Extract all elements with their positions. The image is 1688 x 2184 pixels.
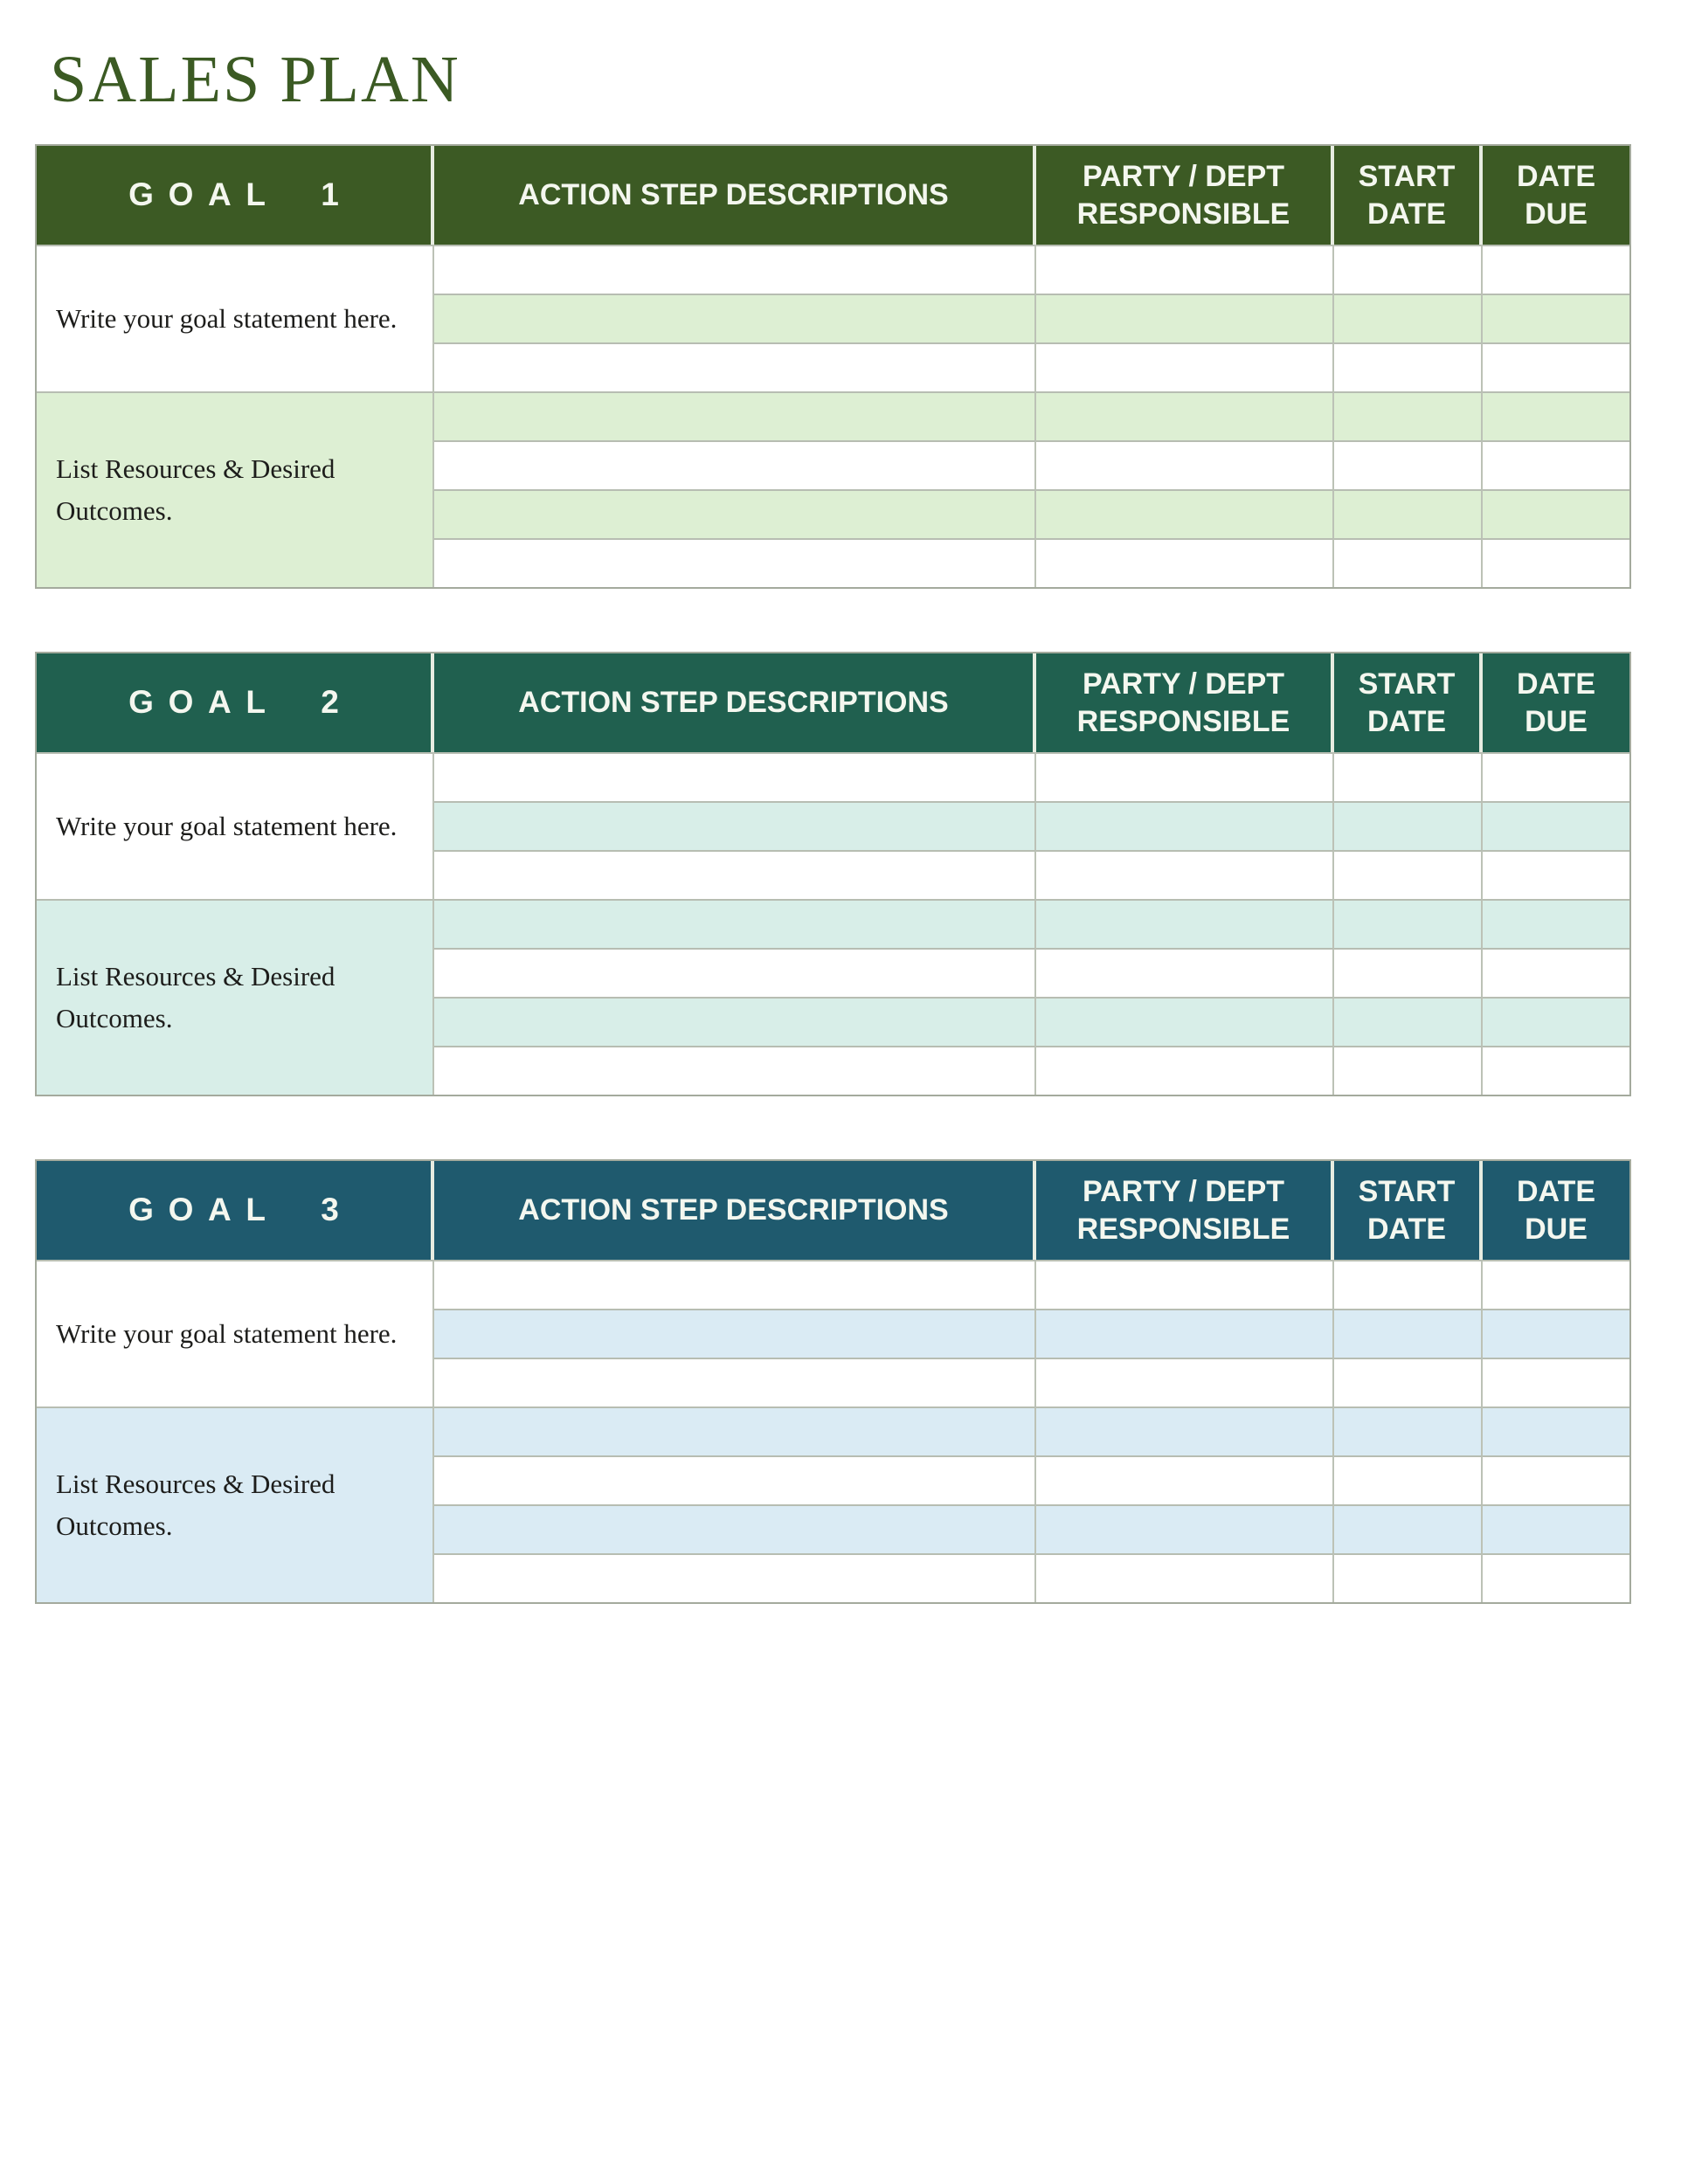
party-dept-cell[interactable] bbox=[1036, 1260, 1334, 1309]
date-due-cell[interactable] bbox=[1483, 391, 1629, 440]
goal-section bbox=[35, 144, 1631, 589]
party-dept-cell[interactable] bbox=[1036, 1553, 1334, 1602]
column-header-start-date bbox=[1334, 146, 1483, 245]
column-header-action-steps bbox=[434, 1161, 1036, 1260]
start-date-cell[interactable] bbox=[1334, 1553, 1483, 1602]
column-header-party-dept bbox=[1036, 1161, 1334, 1260]
party-dept-cell[interactable] bbox=[1036, 391, 1334, 440]
party-dept-cell[interactable] bbox=[1036, 801, 1334, 850]
party-dept-cell[interactable] bbox=[1036, 342, 1334, 391]
party-dept-cell[interactable] bbox=[1036, 1309, 1334, 1358]
goal-section bbox=[35, 1159, 1631, 1604]
party-dept-cell[interactable] bbox=[1036, 850, 1334, 899]
column-header-action-steps-label: ACTION STEP DESCRIPTIONS bbox=[518, 178, 949, 212]
start-date-cell[interactable] bbox=[1334, 997, 1483, 1046]
goal-label: GOAL 3 bbox=[128, 1192, 354, 1228]
action-step-cell[interactable] bbox=[434, 391, 1036, 440]
resources-outcomes-cell[interactable] bbox=[37, 391, 434, 587]
date-due-cell[interactable] bbox=[1483, 1358, 1629, 1406]
goal-statement-cell[interactable] bbox=[37, 1260, 434, 1406]
action-step-cell[interactable] bbox=[434, 1046, 1036, 1095]
start-date-cell[interactable] bbox=[1334, 1046, 1483, 1095]
start-date-line2: DATE bbox=[1366, 704, 1447, 738]
date-due-cell[interactable] bbox=[1483, 1046, 1629, 1095]
date-due-cell[interactable] bbox=[1483, 538, 1629, 587]
goal-section bbox=[35, 652, 1631, 1096]
start-date-cell[interactable] bbox=[1334, 294, 1483, 342]
goal-header-cell bbox=[37, 1161, 434, 1260]
date-due-cell[interactable] bbox=[1483, 245, 1629, 294]
start-date-cell[interactable] bbox=[1334, 1504, 1483, 1553]
date-due-line2: DUE bbox=[1525, 1212, 1588, 1246]
date-due-cell[interactable] bbox=[1483, 997, 1629, 1046]
action-step-cell[interactable] bbox=[434, 1358, 1036, 1406]
action-step-cell[interactable] bbox=[434, 440, 1036, 489]
resources-outcomes-text: List Resources & Desired Outcomes. bbox=[56, 453, 336, 526]
party-dept-cell[interactable] bbox=[1036, 1358, 1334, 1406]
party-dept-line2: RESPONSIBLE bbox=[1076, 1212, 1290, 1246]
action-step-cell[interactable] bbox=[434, 1455, 1036, 1504]
column-header-start-date bbox=[1334, 1161, 1483, 1260]
start-date-cell[interactable] bbox=[1334, 1455, 1483, 1504]
column-header-party-dept bbox=[1036, 653, 1334, 752]
date-due-cell[interactable] bbox=[1483, 1260, 1629, 1309]
column-header-action-steps bbox=[434, 146, 1036, 245]
goal-header-cell bbox=[37, 653, 434, 752]
action-step-cell[interactable] bbox=[434, 245, 1036, 294]
resources-outcomes-cell[interactable] bbox=[37, 1406, 434, 1602]
column-header-action-steps-label: ACTION STEP DESCRIPTIONS bbox=[518, 1193, 949, 1227]
goal-label: GOAL 2 bbox=[128, 684, 354, 721]
column-header-party-dept bbox=[1036, 146, 1334, 245]
party-dept-cell[interactable] bbox=[1036, 1046, 1334, 1095]
column-header-action-steps-label: ACTION STEP DESCRIPTIONS bbox=[518, 686, 949, 720]
date-due-cell[interactable] bbox=[1483, 1504, 1629, 1553]
date-due-cell[interactable] bbox=[1483, 440, 1629, 489]
action-step-cell[interactable] bbox=[434, 752, 1036, 801]
date-due-cell[interactable] bbox=[1483, 1309, 1629, 1358]
start-date-line1: START bbox=[1358, 1175, 1456, 1208]
column-header-start-date bbox=[1334, 653, 1483, 752]
start-date-cell[interactable] bbox=[1334, 801, 1483, 850]
goal-statement-text: Write your goal statement here. bbox=[56, 302, 398, 334]
start-date-cell[interactable] bbox=[1334, 752, 1483, 801]
date-due-cell[interactable] bbox=[1483, 948, 1629, 997]
goal-statement-cell[interactable] bbox=[37, 245, 434, 391]
date-due-cell[interactable] bbox=[1483, 1406, 1629, 1455]
start-date-cell[interactable] bbox=[1334, 948, 1483, 997]
start-date-cell[interactable] bbox=[1334, 1406, 1483, 1455]
goal-statement-cell[interactable] bbox=[37, 752, 434, 899]
start-date-cell[interactable] bbox=[1334, 342, 1483, 391]
date-due-cell[interactable] bbox=[1483, 850, 1629, 899]
resources-outcomes-text: List Resources & Desired Outcomes. bbox=[56, 1468, 336, 1541]
resources-outcomes-text: List Resources & Desired Outcomes. bbox=[56, 960, 336, 1033]
action-step-cell[interactable] bbox=[434, 850, 1036, 899]
action-step-cell[interactable] bbox=[434, 294, 1036, 342]
action-step-cell[interactable] bbox=[434, 948, 1036, 997]
goal-header-cell bbox=[37, 146, 434, 245]
date-due-line2: DUE bbox=[1525, 197, 1588, 231]
party-dept-line1: PARTY / DEPT bbox=[1082, 1175, 1285, 1208]
column-header-date-due bbox=[1483, 146, 1629, 245]
party-dept-cell[interactable] bbox=[1036, 245, 1334, 294]
date-due-cell[interactable] bbox=[1483, 899, 1629, 948]
party-dept-cell[interactable] bbox=[1036, 1455, 1334, 1504]
date-due-cell[interactable] bbox=[1483, 489, 1629, 538]
action-step-cell[interactable] bbox=[434, 1309, 1036, 1358]
resources-outcomes-cell[interactable] bbox=[37, 899, 434, 1095]
start-date-line2: DATE bbox=[1366, 197, 1447, 231]
date-due-line1: DATE bbox=[1516, 667, 1596, 701]
start-date-cell[interactable] bbox=[1334, 850, 1483, 899]
date-due-cell[interactable] bbox=[1483, 801, 1629, 850]
party-dept-line2: RESPONSIBLE bbox=[1076, 704, 1290, 738]
goal-label: GOAL 1 bbox=[128, 176, 354, 213]
start-date-line2: DATE bbox=[1366, 1212, 1447, 1246]
action-step-cell[interactable] bbox=[434, 342, 1036, 391]
start-date-cell[interactable] bbox=[1334, 538, 1483, 587]
start-date-cell[interactable] bbox=[1334, 899, 1483, 948]
date-due-cell[interactable] bbox=[1483, 1455, 1629, 1504]
start-date-cell[interactable] bbox=[1334, 1358, 1483, 1406]
action-step-cell[interactable] bbox=[434, 801, 1036, 850]
date-due-line1: DATE bbox=[1516, 1175, 1596, 1208]
party-dept-cell[interactable] bbox=[1036, 752, 1334, 801]
party-dept-cell[interactable] bbox=[1036, 294, 1334, 342]
party-dept-cell[interactable] bbox=[1036, 1504, 1334, 1553]
column-header-date-due bbox=[1483, 1161, 1629, 1260]
action-step-cell[interactable] bbox=[434, 899, 1036, 948]
goal-statement-text: Write your goal statement here. bbox=[56, 810, 398, 841]
start-date-cell[interactable] bbox=[1334, 1309, 1483, 1358]
action-step-cell[interactable] bbox=[434, 1553, 1036, 1602]
party-dept-cell[interactable] bbox=[1036, 1406, 1334, 1455]
party-dept-cell[interactable] bbox=[1036, 899, 1334, 948]
action-step-cell[interactable] bbox=[434, 1504, 1036, 1553]
action-step-cell[interactable] bbox=[434, 1260, 1036, 1309]
start-date-cell[interactable] bbox=[1334, 391, 1483, 440]
date-due-cell[interactable] bbox=[1483, 1553, 1629, 1602]
start-date-cell[interactable] bbox=[1334, 1260, 1483, 1309]
page-title: SALES PLAN bbox=[50, 43, 460, 116]
start-date-line1: START bbox=[1358, 160, 1456, 193]
date-due-cell[interactable] bbox=[1483, 294, 1629, 342]
goal-statement-text: Write your goal statement here. bbox=[56, 1317, 398, 1349]
column-header-date-due bbox=[1483, 653, 1629, 752]
party-dept-line1: PARTY / DEPT bbox=[1082, 160, 1285, 193]
date-due-line1: DATE bbox=[1516, 160, 1596, 193]
party-dept-cell[interactable] bbox=[1036, 997, 1334, 1046]
party-dept-cell[interactable] bbox=[1036, 440, 1334, 489]
party-dept-line2: RESPONSIBLE bbox=[1076, 197, 1290, 231]
column-header-action-steps bbox=[434, 653, 1036, 752]
date-due-cell[interactable] bbox=[1483, 342, 1629, 391]
party-dept-cell[interactable] bbox=[1036, 538, 1334, 587]
party-dept-line1: PARTY / DEPT bbox=[1082, 667, 1285, 701]
start-date-cell[interactable] bbox=[1334, 245, 1483, 294]
party-dept-cell[interactable] bbox=[1036, 948, 1334, 997]
start-date-cell[interactable] bbox=[1334, 489, 1483, 538]
action-step-cell[interactable] bbox=[434, 1406, 1036, 1455]
action-step-cell[interactable] bbox=[434, 489, 1036, 538]
action-step-cell[interactable] bbox=[434, 538, 1036, 587]
date-due-line2: DUE bbox=[1525, 704, 1588, 738]
action-step-cell[interactable] bbox=[434, 997, 1036, 1046]
date-due-cell[interactable] bbox=[1483, 752, 1629, 801]
party-dept-cell[interactable] bbox=[1036, 489, 1334, 538]
sections-container bbox=[35, 144, 1631, 1667]
start-date-line1: START bbox=[1358, 667, 1456, 701]
start-date-cell[interactable] bbox=[1334, 440, 1483, 489]
